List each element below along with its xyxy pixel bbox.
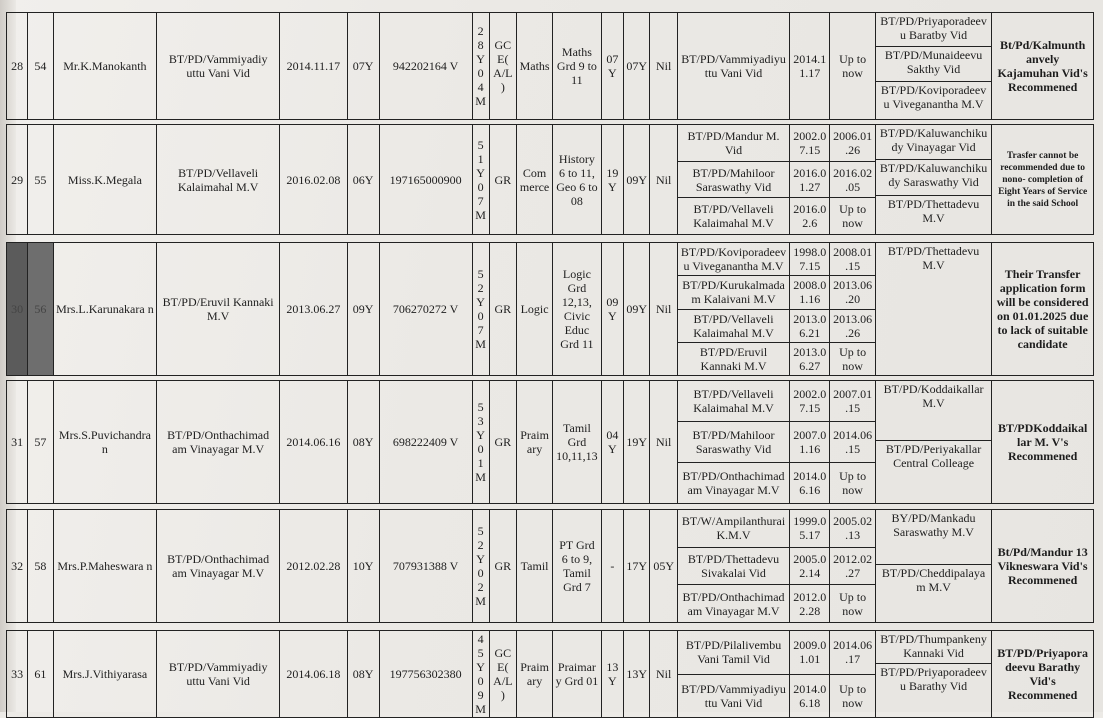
- history-to: 2007.01.15: [830, 381, 876, 422]
- history-from: 2014.06.18: [790, 674, 830, 718]
- serial-number: 33: [7, 631, 28, 718]
- serial-number: 28: [7, 13, 28, 120]
- age: [472, 243, 489, 376]
- history-from: 2012.02.28: [790, 585, 830, 623]
- preferred-school: BT/PD/Kaluwanchiku dy Saraswathy Vid: [876, 160, 991, 195]
- age: [472, 13, 489, 120]
- count-3: Nil: [650, 631, 678, 718]
- preferred-schools: [875, 381, 991, 504]
- current-school: BT/PD/Onthachimad am Vinayagar M.V: [157, 381, 280, 504]
- history-school: BT/PD/Koviporadeev u Viveganantha M.V: [677, 243, 789, 276]
- file-number: 57: [28, 381, 53, 504]
- count-1: 13Y: [601, 631, 623, 718]
- age: [472, 631, 489, 718]
- preferred-school: BT/PD/Priyaporadeev u Baratby Vid: [876, 13, 991, 47]
- qualification: GCE( A/L): [489, 13, 517, 120]
- record-table: [6, 12, 1094, 120]
- current-school: BT/PD/Eruvil Kannaki M.V: [157, 243, 280, 376]
- history-to: 2013.06.26: [830, 309, 876, 342]
- preferred-school: BT/PD/Cheddipalaya m M.V: [881, 565, 986, 594]
- age-part: Y: [476, 660, 485, 674]
- current-school: BT/PD/Vellaveli Kalaimahal M.V: [157, 125, 280, 235]
- age: [472, 510, 489, 623]
- record-table: [6, 124, 1094, 235]
- current-school: BT/PD/Vammiyadiy uttu Vani Vid: [157, 631, 280, 718]
- preferred-school: BT/PD/Koviporadeev u Viveganantha M.V: [880, 82, 987, 111]
- table-row: [7, 631, 1094, 675]
- history-school: BT/PD/Vammiyadiyu ttu Vani Vid: [677, 13, 789, 120]
- count-1: 07 Y: [601, 13, 623, 120]
- teaching-subjects: PT Grd 6 to 9, Tamil Grd 7: [553, 510, 602, 623]
- preferred-schools: [875, 13, 991, 120]
- subject: Logic: [517, 243, 553, 376]
- history-school: BT/PD/Kurukalmada m Kalaivani M.V: [677, 276, 789, 309]
- subject: Maths: [517, 13, 553, 120]
- history-to: Up to now: [830, 342, 876, 375]
- current-school: BT/PD/Onthachimad am Vinayagar M.V: [157, 510, 280, 623]
- preferred-school: BT/PD/Thumpankeny Kannaki Vid: [876, 631, 991, 664]
- qualification: GCE( A/L): [489, 631, 517, 718]
- table-row: [7, 510, 1094, 548]
- history-school: BT/PD/Vellaveli Kalaimahal M.V: [677, 198, 789, 235]
- preferred-school: BY/PD/Mankadu Saraswathy M.V: [876, 510, 991, 565]
- age-part: M: [475, 594, 486, 609]
- remark: Bt/Pd/Kalmunth anvely Kajamuhan Vid's Recommened: [992, 13, 1094, 120]
- history-school: BT/PD/Eruvil Kannaki M.V: [677, 342, 789, 375]
- age-part: 09: [477, 674, 484, 702]
- age: [472, 381, 489, 504]
- history-to: Up to now: [830, 585, 876, 623]
- history-from: 2002.07.15: [790, 125, 830, 162]
- history-school: BT/W/Ampilanthurai K.M.V: [677, 510, 789, 548]
- nic-number: 942202164 V: [379, 13, 472, 120]
- count-2: 07Y: [623, 13, 649, 120]
- age-part: M: [475, 702, 486, 716]
- remark: Trasfer cannot be recommended due to nono- completion of Eight Years of Service in the said School: [992, 125, 1094, 235]
- appointment-date: 2014.06.16: [280, 381, 348, 504]
- history-school: BT/PD/Vammiyadiyu ttu Vani Vid: [677, 674, 789, 718]
- age-part: 52: [477, 267, 484, 296]
- age-part: Y: [476, 295, 485, 310]
- nic-number: 197756302380: [379, 631, 472, 718]
- history-to: 2006.01.26: [830, 125, 876, 162]
- history-school: BT/PD/Mahiloor Saraswathy Vid: [677, 422, 789, 463]
- teaching-subjects: Maths Grd 9 to 11: [553, 13, 602, 120]
- age-part: M: [475, 94, 486, 108]
- count-1: 09Y: [601, 243, 623, 376]
- history-school: BT/PD/Mandur M. Vid: [677, 125, 789, 162]
- file-number: 56: [28, 243, 53, 376]
- history-to: 2016.02.05: [830, 161, 876, 198]
- service-years: 09Y: [347, 243, 379, 376]
- age-part: M: [475, 337, 486, 352]
- record-table: [6, 242, 1094, 376]
- preferred-schools: [875, 125, 991, 235]
- age-part: 04: [477, 66, 484, 94]
- current-school: BT/PD/Vammiyadiy uttu Vani Vid: [157, 13, 280, 120]
- history-school: BT/PD/Pilalivembu Vani Tamil Vid: [677, 631, 789, 675]
- appointment-date: 2014.06.18: [280, 631, 348, 718]
- nic-number: 197165000900: [379, 125, 472, 235]
- count-2: 09Y: [623, 125, 649, 235]
- history-to: 2008.01.15: [830, 243, 876, 276]
- count-1: -: [601, 510, 623, 623]
- history-from: 2014.06.16: [790, 463, 830, 504]
- age-part: M: [475, 207, 486, 222]
- qualification: GR: [489, 243, 517, 376]
- age-part: 52: [477, 524, 484, 553]
- preferred-school: BT/PD/Munaideevu Sakthy Vid: [876, 47, 991, 81]
- preferred-school: BT/PD/Thettadevu M.V: [887, 244, 980, 272]
- history-to: 2014.06.15: [830, 422, 876, 463]
- history-school: BT/PD/Onthachimad am Vinayagar M.V: [677, 463, 789, 504]
- age-part: Y: [476, 165, 485, 180]
- file-number: 54: [28, 13, 53, 120]
- serial-number: 29: [7, 125, 28, 235]
- record-table: [6, 380, 1094, 504]
- history-from: 2005.02.14: [790, 547, 830, 585]
- age-part: 45: [477, 632, 484, 660]
- preferred-schools: [875, 631, 991, 718]
- appointment-date: 2014.11.17: [280, 13, 348, 120]
- teaching-subjects: Praimary Grd 01: [553, 631, 602, 718]
- history-from: 1999.05.17: [790, 510, 830, 548]
- age: [472, 125, 489, 235]
- preferred-school: BT/PD/Periyakallar Central Colleage: [885, 441, 982, 470]
- history-from: 2016.02.6: [790, 198, 830, 235]
- history-to: 2005.02.13: [830, 510, 876, 548]
- preferred-school: BT/PD/Thettadevu M.V: [887, 196, 980, 225]
- age-part: M: [475, 470, 486, 484]
- history-to: Up to now: [830, 198, 876, 235]
- history-to: 2012.02.27: [830, 547, 876, 585]
- nic-number: 707931388 V: [379, 510, 472, 623]
- subject: Praim ary: [517, 631, 553, 718]
- service-years: 08Y: [347, 381, 379, 504]
- preferred-school: BT/PD/Kaluwanchiku dy Vinayagar Vid: [876, 125, 991, 160]
- history-from: 2008.01.16: [790, 276, 830, 309]
- service-years: 10Y: [347, 510, 379, 623]
- history-to: 2014.06.17: [830, 631, 876, 675]
- teacher-name: Mrs.P.Maheswara n: [53, 510, 157, 623]
- age-part: 53: [477, 400, 484, 428]
- history-from: 2009.01.01: [790, 631, 830, 675]
- teaching-subjects: History 6 to 11, Geo 6 to 08: [553, 125, 602, 235]
- table-row: [7, 243, 1094, 276]
- history-school: BT/PD/Onthachimad am Vinayagar M.V: [677, 585, 789, 623]
- history-from: 2016.01.27: [790, 161, 830, 198]
- history-school: BT/PD/Vellaveli Kalaimahal M.V: [677, 309, 789, 342]
- serial-number: 32: [7, 510, 28, 623]
- table-row: [7, 125, 1094, 162]
- age-part: 02: [477, 566, 484, 595]
- history-from: 2014.11.17: [790, 13, 830, 120]
- history-school: BT/PD/Vellaveli Kalaimahal M.V: [677, 381, 789, 422]
- history-school: BT/PD/Mahiloor Saraswathy Vid: [677, 161, 789, 198]
- service-years: 06Y: [347, 125, 379, 235]
- appointment-date: 2012.02.28: [280, 510, 348, 623]
- history-from: 2013.06.27: [790, 342, 830, 375]
- history-to: 2013.06.20: [830, 276, 876, 309]
- teacher-name: Mr.K.Manokanth: [53, 13, 157, 120]
- nic-number: 698222409 V: [379, 381, 472, 504]
- age-part: 28: [477, 24, 484, 52]
- age-part: Y: [476, 428, 485, 442]
- count-1: 04Y: [601, 381, 623, 504]
- preferred-schools: [875, 510, 991, 623]
- serial-number: 30: [7, 243, 28, 376]
- subject: Com merce: [517, 125, 553, 235]
- teacher-name: Mrs.J.Vithiyarasa: [53, 631, 157, 718]
- subject: Praim ary: [517, 381, 553, 504]
- age-part: Y: [476, 52, 485, 66]
- nic-number: 706270272 V: [379, 243, 472, 376]
- count-3: Nil: [650, 125, 678, 235]
- history-to: Up to now: [830, 13, 876, 120]
- history-to: Up to now: [830, 463, 876, 504]
- history-from: 2007.01.16: [790, 422, 830, 463]
- age-part: 51: [477, 137, 484, 166]
- record-table: [6, 630, 1094, 718]
- age-part: Y: [476, 552, 485, 567]
- count-3: Nil: [650, 381, 678, 504]
- teacher-name: Mrs.S.Puvichandra n: [53, 381, 157, 504]
- teacher-name: Miss.K.Megala: [53, 125, 157, 235]
- count-2: 17Y: [623, 510, 649, 623]
- count-1: 19Y: [601, 125, 623, 235]
- file-number: 61: [28, 631, 53, 718]
- count-3: Nil: [650, 13, 678, 120]
- history-from: 2002.07.15: [790, 381, 830, 422]
- remark: BT/PD/Priyapora deevu Barathy Vid's Recommened: [992, 631, 1094, 718]
- record-table: [6, 509, 1094, 623]
- table-row: [7, 13, 1094, 120]
- count-2: 13Y: [623, 631, 649, 718]
- history-school: BT/PD/Thettadevu Sivakalai Vid: [677, 547, 789, 585]
- appointment-date: 2013.06.27: [280, 243, 348, 376]
- service-years: 08Y: [347, 631, 379, 718]
- qualification: GR: [489, 381, 517, 504]
- subject: Tamil: [517, 510, 553, 623]
- file-number: 58: [28, 510, 53, 623]
- count-2: 09Y: [623, 243, 649, 376]
- table-row: [7, 381, 1094, 422]
- remark: Bt/Pd/Mandur 13 Vikneswara Vid's Recommened: [992, 510, 1094, 623]
- count-2: 19Y: [623, 381, 649, 504]
- service-years: 07Y: [347, 13, 379, 120]
- age-part: 07: [477, 179, 484, 208]
- age-part: 07: [477, 309, 484, 338]
- qualification: GR: [489, 125, 517, 235]
- history-from: 2013.06.21: [790, 309, 830, 342]
- preferred-schools: [875, 243, 991, 376]
- teaching-subjects: Logic Grd 12,13, Civic Educ Grd 11: [553, 243, 602, 376]
- history-from: 1998.07.15: [790, 243, 830, 276]
- preferred-school: BT/PD/Priyaporadeev u Barathy Vid: [880, 665, 987, 693]
- qualification: GR: [489, 510, 517, 623]
- preferred-school: BT/PD/Koddaikallar M.V: [876, 381, 991, 441]
- count-3: Nil: [650, 243, 678, 376]
- teaching-subjects: Tamil Grd 10,11,13: [553, 381, 602, 504]
- serial-number: 31: [7, 381, 28, 504]
- count-3: 05Y: [650, 510, 678, 623]
- age-part: 01: [477, 442, 484, 470]
- remark: Their Transfer application form will be considered on 01.01.2025 due to lack of suitable candidate: [992, 243, 1094, 376]
- appointment-date: 2016.02.08: [280, 125, 348, 235]
- remark: BT/PDKoddaikal lar M. V's Recommened: [992, 381, 1094, 504]
- file-number: 55: [28, 125, 53, 235]
- teacher-name: Mrs.L.Karunakara n: [53, 243, 157, 376]
- history-to: Up to now: [830, 674, 876, 718]
